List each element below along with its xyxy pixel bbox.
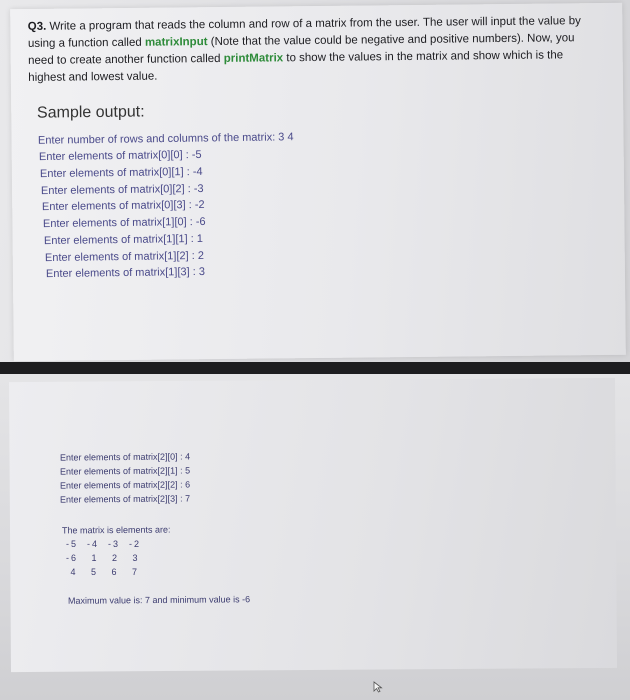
sample-line: Enter elements of matrix[0][3] : -2 bbox=[41, 198, 205, 214]
continued-line: Enter elements of matrix[2][3] : 7 bbox=[59, 493, 191, 505]
keyword-matrix-input: matrixInput bbox=[144, 36, 208, 49]
question-text-c: to show the values in the matrix and show which is the highest and lowest value. bbox=[28, 49, 564, 84]
question-text bbox=[28, 13, 589, 87]
matrix-row: 4 5 6 7 bbox=[66, 567, 140, 577]
sample-line: Enter number of rows and columns of the matrix: 3 4 bbox=[37, 131, 294, 147]
sample-line: Enter elements of matrix[1][3] : 3 bbox=[45, 265, 206, 281]
question-text-a: Write a program that reads the column and row of a matrix from the user. The user will input the value by using a function called bbox=[27, 15, 581, 50]
continued-line: Enter elements of matrix[2][0] : 4 bbox=[59, 451, 191, 463]
sample-output-heading: Sample output: bbox=[36, 103, 145, 122]
sample-line: Enter elements of matrix[1][2] : 2 bbox=[44, 249, 205, 265]
sample-line: Enter elements of matrix[0][2] : -3 bbox=[40, 182, 204, 198]
sample-line: Enter elements of matrix[0][0] : -5 bbox=[38, 148, 202, 164]
keyword-print-matrix: printMatrix bbox=[223, 52, 284, 65]
photo-divider bbox=[0, 362, 630, 374]
sample-line: Enter elements of matrix[0][1] : -4 bbox=[39, 165, 203, 181]
sample-line: Enter elements of matrix[1][1] : 1 bbox=[43, 232, 204, 248]
matrix-row: -6 1 2 3 bbox=[66, 553, 140, 563]
matrix-heading: The matrix is elements are: bbox=[61, 524, 171, 536]
continued-line: Enter elements of matrix[2][1] : 5 bbox=[59, 465, 191, 477]
matrix-row: -5 -4 -3 -2 bbox=[66, 539, 142, 549]
question-number: Q3. bbox=[27, 20, 47, 33]
result-line: Maximum value is: 7 and minimum value is -6 bbox=[67, 594, 251, 606]
cursor-icon bbox=[373, 681, 385, 693]
sample-line: Enter elements of matrix[1][0] : -6 bbox=[42, 215, 206, 231]
continued-line: Enter elements of matrix[2][2] : 6 bbox=[59, 479, 191, 491]
question-text-b: (Note that the value could be negative and positive numbers). Now, you need to create another function called bbox=[28, 32, 575, 67]
